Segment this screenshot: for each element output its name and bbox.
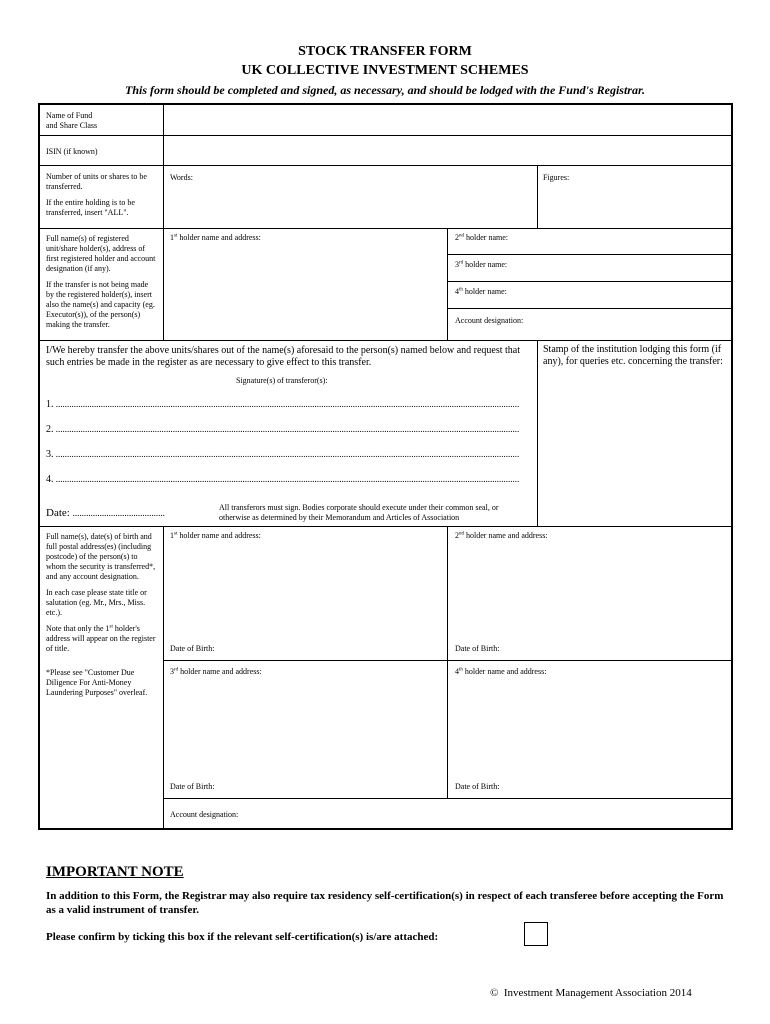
transferee3-dob-label: Date of Birth: — [170, 782, 215, 791]
holder1-field[interactable] — [165, 245, 445, 339]
holder2-label: 2nd holder name: — [455, 233, 508, 242]
form-instruction: This form should be completed and signed, as necessary, and should be lodged with the Fund's Registrar. — [125, 83, 645, 97]
holders-label: Full name(s) of registered unit/share holder(s), address of first registered holder and account designation (if any). — [46, 234, 156, 273]
stamp-label: Stamp of the institution lodging this form (if any), for queries etc. concerning the transfer: — [543, 344, 723, 367]
date-field[interactable]: Date: ......................................... — [46, 507, 165, 519]
transferees-note-title: In each case please state title or salutation (eg. Mr., Mrs., Miss. etc.). — [46, 588, 147, 617]
transferees-label-block — [46, 532, 158, 704]
signature-line-3[interactable]: 3. .............................................................................................................................................................................................................. — [46, 449, 520, 460]
holders-label-block — [46, 234, 158, 336]
holders-note: If the transfer is not being made by the registered holder(s), insert also the name(s) and capacity (eg. Executor(s)), of the person(s) making the transfer. — [46, 280, 155, 329]
transferee2-dob-label: Date of Birth: — [455, 644, 500, 653]
figures-label: Figures: — [543, 173, 570, 182]
words-label: Words: — [170, 173, 193, 182]
transferee1-label: 1st holder name and address: — [170, 531, 261, 540]
declaration-text: I/We hereby transfer the above units/shares out of the name(s) aforesaid to the person(s) named below and request that such entries be made in the register as are necessary to give effect to this transfer. — [46, 345, 521, 368]
units-words-field[interactable] — [165, 184, 535, 226]
confirm-label: Please confirm by ticking this box if the relevant self-certification(s) is/are attached: — [46, 931, 439, 943]
transferees-label: Full name(s), date(s) of birth and full postal address(es) (including postcode) of the person(s) to whom the security is transferred*, and any account designation. — [46, 532, 156, 581]
form-subtitle-schemes: UK COLLECTIVE INVESTMENT SCHEMES — [241, 63, 529, 78]
transferees-note-aml: *Please see "Customer Due Diligence For Anti-Money Laundering Purposes" overleaf. — [46, 668, 148, 697]
holder1-label: 1st holder name and address: — [170, 233, 261, 242]
transferee1-dob-label: Date of Birth: — [170, 644, 215, 653]
units-label-block — [46, 172, 158, 224]
sign-note: All transferors must sign. Bodies corporate should execute under their common seal, or otherwise as determined by their Memorandum and Articles of Association — [219, 503, 499, 522]
transferee2-field[interactable] — [449, 543, 731, 639]
transferee3-field[interactable] — [165, 679, 445, 777]
holder4-label: 4th holder name: — [455, 287, 507, 296]
transferee3-label: 3rd holder name and address: — [170, 667, 262, 676]
transferee4-label: 4th holder name and address: — [455, 667, 547, 676]
isin-field[interactable] — [165, 137, 731, 164]
holder3-label: 3rd holder name: — [455, 260, 508, 269]
copyright-icon: © — [490, 987, 499, 999]
form-title: STOCK TRANSFER FORM — [298, 44, 472, 59]
transferee-account-label: Account designation: — [170, 810, 239, 819]
stamp-area — [539, 384, 731, 524]
isin-label: ISIN (if known) — [46, 147, 98, 156]
transferees-note-address: Note that only the 1st holder's address will appear on the register of title. — [46, 624, 156, 653]
transferee1-field[interactable] — [165, 543, 445, 639]
units-label: Number of units or shares to be transferred. — [46, 172, 147, 191]
signature-line-2[interactable]: 2. .............................................................................................................................................................................................................. — [46, 424, 520, 435]
fund-name-field[interactable] — [165, 106, 731, 134]
fund-name-label: Name of Fund and Share Class — [46, 111, 98, 130]
account-designation-label: Account designation: — [455, 316, 524, 325]
self-certification-checkbox[interactable] — [524, 922, 548, 946]
transferee4-field[interactable] — [449, 679, 731, 777]
transferee2-label: 2nd holder name and address: — [455, 531, 548, 540]
transferee4-dob-label: Date of Birth: — [455, 782, 500, 791]
signature-line-4[interactable]: 4. .............................................................................................................................................................................................................. — [46, 474, 520, 485]
important-note-text: In addition to this Form, the Registrar may also require tax residency self-certification(s) in respect of each transferee before accepting the Form as a valid instrument of transfer. — [46, 890, 724, 916]
signature-line-1[interactable]: 1. .............................................................................................................................................................................................................. — [46, 399, 520, 410]
copyright: © Investment Management Association 2014 — [490, 987, 692, 999]
units-note: If the entire holding is to be transferred, insert "ALL". — [46, 198, 135, 217]
units-figures-field[interactable] — [539, 184, 731, 226]
signature-label: Signature(s) of transferor(s): — [236, 376, 328, 385]
important-note-heading: IMPORTANT NOTE — [46, 864, 184, 880]
